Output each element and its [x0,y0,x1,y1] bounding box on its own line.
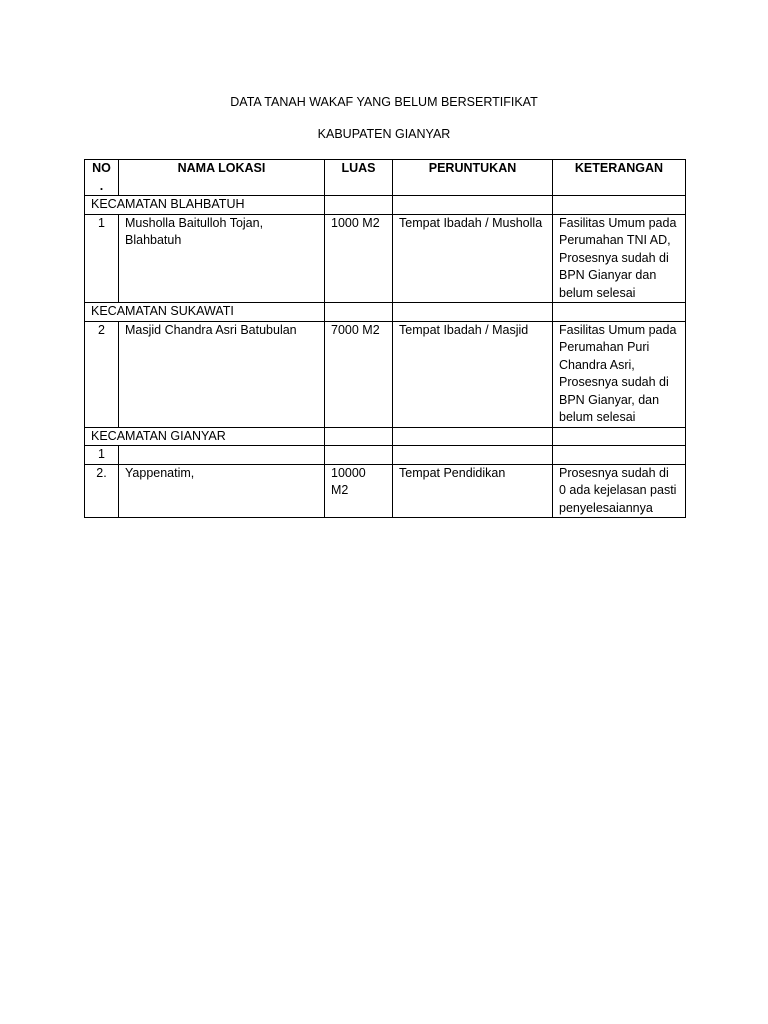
cell-nama-lokasi [119,446,325,465]
land-table [84,159,686,518]
cell-keterangan [553,446,686,465]
cell-nama-lokasi: Yappenatim, [119,464,325,518]
cell-nama-lokasi: Masjid Chandra Asri Batubulan [119,321,325,427]
cell-peruntukan: Tempat Ibadah / Musholla [393,214,553,303]
cell-no: 1 [85,446,119,465]
cell-peruntukan [393,446,553,465]
cell-keterangan: Fasilitas Umum pada Perumahan TNI AD, Prosesnya sudah di BPN Gianyar dan belum selesai [553,214,686,303]
cell-no: 2. [85,464,119,518]
cell-keterangan: Fasilitas Umum pada Perumahan Puri Chandra Asri, Prosesnya sudah di BPN Gianyar, dan belum selesai [553,321,686,427]
document-title: DATA TANAH WAKAF YANG BELUM BERSERTIFIKAT [230,95,538,109]
empty-cell [553,196,686,215]
table-header-row [85,160,686,196]
cell-keterangan: Prosesnya sudah di 0 ada kejelasan pasti penyelesaiannya [553,464,686,518]
header-nama-lokasi: NAMA LOKASI [119,160,325,196]
cell-no: 1 [85,214,119,303]
cell-luas [325,446,393,465]
empty-cell [325,303,393,322]
cell-no: 2 [85,321,119,427]
cell-luas: 1000 M2 [325,214,393,303]
header-peruntukan: PERUNTUKAN [393,160,553,196]
empty-cell [325,196,393,215]
table-row [85,321,686,427]
empty-cell [393,196,553,215]
table-row [85,464,686,518]
cell-peruntukan: Tempat Pendidikan [393,464,553,518]
cell-luas: 7000 M2 [325,321,393,427]
empty-cell [393,303,553,322]
empty-cell [325,427,393,446]
cell-peruntukan: Tempat Ibadah / Masjid [393,321,553,427]
district-row [85,196,686,215]
district-name: KECAMATAN GIANYAR [85,427,325,446]
cell-nama-lokasi: Musholla Baitulloh Tojan, Blahbatuh [119,214,325,303]
empty-cell [553,427,686,446]
header-keterangan: KETERANGAN [553,160,686,196]
document-subtitle: KABUPATEN GIANYAR [317,127,451,141]
header-luas: LUAS [325,160,393,196]
empty-cell [393,427,553,446]
empty-cell [553,303,686,322]
district-row [85,427,686,446]
district-name: KECAMATAN SUKAWATI [85,303,325,322]
table-row [85,446,686,465]
district-row [85,303,686,322]
district-name: KECAMATAN BLAHBATUH [85,196,325,215]
cell-luas: 10000 M2 [325,464,393,518]
table-row [85,214,686,303]
header-no: NO. [85,160,119,196]
